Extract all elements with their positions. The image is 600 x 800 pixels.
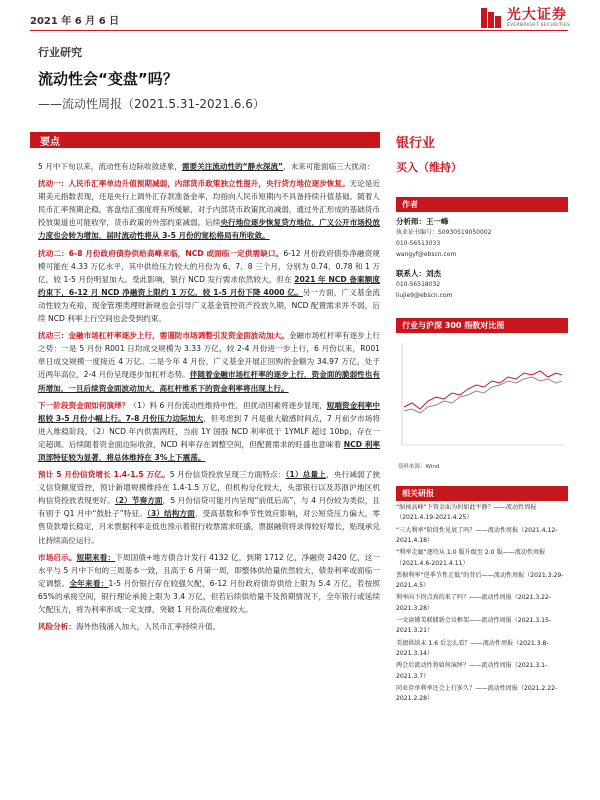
text-run: NCD 利率顶部特征较为显著，将总体维持在 3%上下震荡。 — [38, 439, 380, 462]
chart-source: 资料来源：Wind — [398, 464, 440, 470]
text-run: （1）总量上 — [285, 470, 326, 480]
text-run: 6-12 月份政府债券净融资规模可能在 4.33 万亿水平，其中供给压力较大的月份为 6、7、8 三个月，分别为 0.74、0.78 和 1 万亿，较 1-5 月份明显加大。受此影响，银行 NCD 发行需求依然较大，但在 — [38, 248, 380, 284]
related-research-item[interactable]: 利率向下拐点真的来了吗？——流动性周报（2021.3.22-2021.3.28） — [396, 594, 552, 612]
paragraph-outlook — [38, 399, 380, 464]
text-run: （1）料 6 月份流动性维持中性，但扰动因素将逐步显现， — [129, 400, 327, 410]
paragraph-risk — [38, 620, 380, 633]
author-bar — [396, 197, 568, 212]
text-run: 全年来看： — [69, 578, 109, 588]
related-research-list — [396, 503, 568, 706]
key-points-label: 要点 — [40, 137, 60, 148]
analyst-2-tel: 010-56518032 — [396, 281, 441, 288]
author-bar-label: 作者 — [402, 199, 418, 209]
chart-title-bar — [396, 318, 568, 333]
text-run: 另一方面，广义基金流动性较为充裕，现金管理类理财新规也会引导广义基金管控资产投放久期，NCD 配置需求并不弱，后续 NCD 利率上行空间也会受到约束。 — [38, 287, 381, 324]
text-run: （2）节奏方面 — [114, 496, 163, 506]
text-run: 扰动一：人民币汇率单边升值预期减弱，内部货币政策独立性提升，央行贷方地位逐步恢复。 — [38, 179, 350, 189]
industry-name: 银行业 — [396, 136, 436, 151]
header-divider — [30, 30, 568, 31]
related-research-item[interactable]: “三大利率”阶段性见底了吗？——流动性周报（2021.4.12-2021.4.18） — [396, 526, 558, 545]
text-run: 短期来看： — [76, 552, 116, 562]
sidebar — [396, 132, 568, 301]
report-header — [0, 0, 600, 118]
text-run: 预计 5 月份信贷增长 1.4-1.5 万亿。 — [38, 470, 170, 480]
chart-svg — [396, 337, 568, 455]
author-info — [396, 216, 568, 301]
paragraph-disturbance-2 — [38, 247, 380, 326]
text-run: 市场启示。 — [38, 552, 77, 562]
analyst-1-email: wangyf@ebscn.com — [396, 251, 457, 258]
text-run: 央行地位逐步恢复贷方地位，广义公开市场投放力度也会转为增加，届时流动性将从 3-5 月份的宽松格局有所收敛。 — [38, 218, 381, 241]
related-research-bar — [396, 486, 568, 501]
text-run: ，央行减弱了狭义信贷额度管控，预计新增规模维持在 1.4-1.5 万亿，但机构分化较大，头部银行以及苏浙沪地区机构信贷投放表现更好。 — [38, 470, 381, 506]
logo-chinese-name: 光大证券 — [506, 7, 567, 23]
report-subtitle: ——流动性周报（2021.5.31-2021.6.6） — [38, 97, 265, 111]
related-research-item[interactable]: “缩核高峰”下资金面为何如此平静？——流动性周报（2021.4.19-2021.4.25） — [396, 504, 537, 522]
text-run: 1-5 月份银行存在较强欠配，6-12 月份政府债券供给上限为 5.4 万亿，若按照 65%的承接空间，银行理论承接上限为 3.4 万亿，但若后续供给量不及预期情况下，全年银行或延续欠配压力，将为利率形成一定支撑，突破 1 月份高位难度较大。 — [38, 578, 381, 614]
chart-series-csi300 — [404, 377, 562, 413]
analyst-1-cert: 执业证书编号：S0930519050002 — [396, 229, 492, 236]
text-run: ，5 月份信贷可能月内呈现“前低后高”，与 4 月份较为类似，且有别于 Q1 月中“鼓肚子”特征。 — [38, 496, 381, 519]
related-research-item[interactable]: 同业存单利率还会上行多久？——流动性周报（2021.2.22-2021.2.28） — [396, 684, 558, 703]
text-run: 短端资金利率中枢较 3-5 月份小幅上行。7-8 月份压力边际加大 — [38, 400, 381, 423]
related-research-item[interactable]: 一文读懂美联储新会议框架——流动性周报（2021.3.15-2021.3.21） — [396, 617, 552, 635]
analyst-2-name: 联系人：刘杰 — [396, 269, 441, 278]
paragraph-credit — [38, 468, 380, 547]
broker-logo — [479, 6, 570, 30]
text-run: 海外热钱涌入加大，人民币汇率持续升值。 — [75, 622, 221, 632]
analyst-1-name: 分析师：王一峰 — [396, 217, 449, 226]
text-run: 下周国债+地方债合计发行 4132 亿，到期 1712 亿，净融资 2420 亿，这一水平与 5 月中下旬的三周基本一致，且高于 6 月第一周，即整体供给量依然较大，债券利率或面临一定调整。 — [38, 552, 380, 588]
main-body — [38, 160, 380, 637]
text-run: （3）结构方面 — [146, 509, 195, 519]
paragraph-disturbance-1 — [38, 177, 380, 242]
chart-series-industry — [404, 371, 562, 409]
text-run: 需要关注流动性的“静水深流” — [181, 162, 284, 171]
text-run: 伴随着金融市场杠杆率的逐步上行，资金面的脆弱性也有所增加，一旦后续资金面波动加大，高杠杆维系下的资金利率将出现上行。 — [38, 370, 380, 393]
related-research-item[interactable]: 票据利率“逆季节性走低”的背后——流动性周报（2021.3.29-2021.4.5） — [396, 571, 564, 590]
text-run: 风险分析： — [38, 622, 76, 632]
analyst-2-email: liujie9@ebscn.com — [396, 292, 453, 299]
text-run: 下一阶段资金面如何演绎？ — [38, 400, 130, 410]
paragraph-market-implication — [38, 551, 380, 616]
text-run: 金融市场杠杆率有逐步上行之势：一是 5 月份 R001 日均成交规模为 3.33 万亿，较 2-4 月份进一步上行，6 月份以来，R001 单日成交规模一度接近 4 万亿。二是今年 4 月份，广义基金开展正回购的金额为 34.97 万亿，处于近两年高位，2-4 月份呈现逐步加杠杆态势。 — [38, 331, 381, 380]
text-run: 5 月份信贷投放呈现三方面特点： — [169, 470, 286, 480]
text-run: 2021 年 NCD 备案额度约束下，6-12 月 NCD 净融资上限约 1 万亿，较 1-5 月份下降 4000 亿。 — [38, 274, 380, 297]
related-research-item[interactable]: “利率走廊”逐待从 1.0 版升级至 2.0 版——流动性周报（2021.4.6-2021.4.11） — [396, 549, 546, 567]
key-points-bar — [30, 132, 380, 148]
related-research-item[interactable]: 美债供给未 1.6 后怎么看？——流动性周报（2021.3.8-2021.3.14） — [396, 639, 549, 658]
text-run: ，受高基数和季节性效应影响，对公短贷压力偏大，零售贷款增长稳定，月末票据利率走低也预示着银行收票需求旺盛，票据融资将录得较好增长，贴现承兑比持续高位运行。 — [38, 509, 380, 545]
analyst-1-tel: 010-56513033 — [396, 240, 441, 247]
report-title: 流动性会“变盘”吗？ — [38, 70, 178, 88]
related-research-label: 相关研报 — [402, 488, 434, 498]
report-date: 2021 年 6 月 6 日 — [30, 16, 120, 27]
text-run: ，未来可能面临三大扰动： — [283, 162, 375, 171]
related-research-item[interactable]: 两会后流动性将如何演绎？——流动性周报（2021.3.1-2021.3.7） — [396, 662, 548, 680]
text-run: 无论是近期美元指数表现，还是央行上调外汇存款准备金率，均指向人民币短期内不具备持续升值基础。随着人民币汇率预期企稳，客盘结汇强度将有所缓解，对于内部货币政策扰动减弱，通过外汇形成的基础货币投放渠道也可能收窄，货币政策的外部约束减弱。后续 — [38, 179, 381, 228]
text-run: 5 月中下旬以来，流动性有边际收敛迹象， — [38, 162, 182, 171]
index-comparison-chart — [396, 337, 568, 455]
text-run: 扰动三：金融市场杠杆率逐步上行，需谨防市场调整引发资金面波动加大。 — [38, 331, 289, 341]
report-category: 行业研究 — [38, 46, 82, 59]
text-run: ，但考虑到 7 月是重大敏感时间点，7 月前夕市场将进入维稳阶段。（2）NCD 年内供需两旺，当前 1Y 国股 NCD 利率低于 1YMLF 超过 10bp，存在一定超调。后续随着资金面边际收敛，NCD 利率存在调整空间，但配置需求的旺盛也意味着 — [38, 413, 380, 449]
paragraph-disturbance-3 — [38, 329, 380, 394]
paragraph-intro — [38, 160, 380, 173]
logo-mark-icon — [479, 6, 503, 30]
rating: 买入（维持） — [396, 161, 462, 174]
logo-english-name: EVERBRIGHT SECURITIES — [506, 23, 570, 28]
text-run: 扰动二：6-8 月份政府债券供给高峰来临，NCD 或面临一定供需缺口。 — [38, 248, 284, 258]
chart-title: 行业与沪深 300 指数对比图 — [402, 320, 505, 330]
